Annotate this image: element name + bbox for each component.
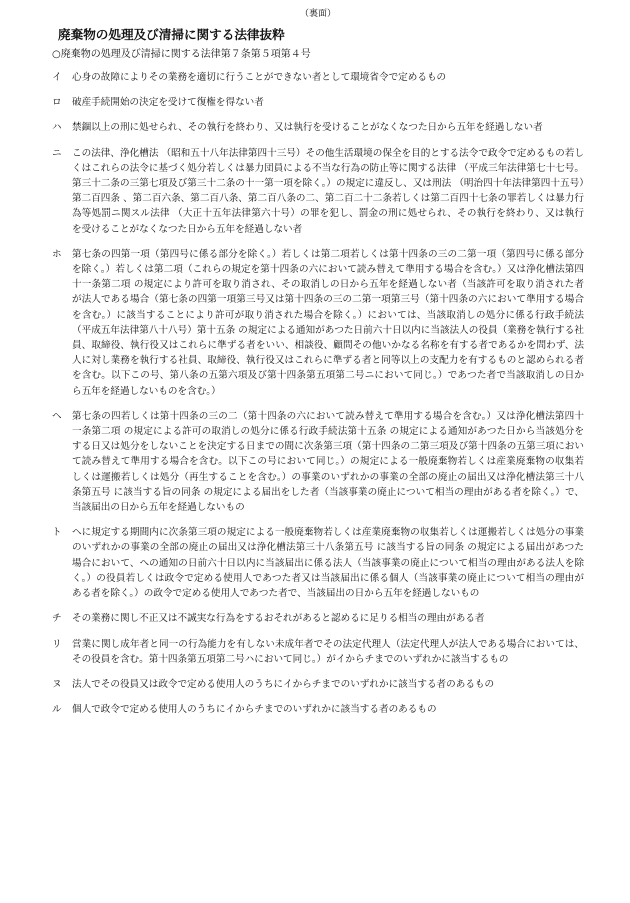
item-marker: ト xyxy=(52,527,62,539)
page-side-label: （裏面） xyxy=(299,9,336,19)
list-item-ho xyxy=(52,247,584,399)
list-item-i xyxy=(52,70,584,85)
item-marker: ハ xyxy=(52,122,62,134)
item-text: 第七条の四第一項（第四号に係る部分を除く。）若しくは第二項若しくは第十四条の三の二第一項（第四号に係る部分を除く。）若しくは第二項（これらの規定を第十四条の六において読み替えて準用する場合を含む。）又は浄化槽法第四十一条第二項 の規定により許可を取り消され、その取消しの日から五年を経過しない者（当該許可を取り消された者が法人である場合（第七条の四第一項第三号又は第十四条の三の二第一項第三号（第十四条の六において準用する場合を含む。）に該当することにより許可が取り消された場合を除く。）においては、当該取消しの処分に係る行政手続法 （平成五年法律第八十八号）第十五条 の規定による通知があつた日前六十日以内に当該法人の役員（業務を執行する社員、取締役、執行役又はこれらに準ずる者をいい、相談役、顧問その他いかなる名称を有する者であるかを問わず、法人に対し業務を執行する社員、取締役、執行役又はこれらに準ずる者と同等以上の支配力を有するものと認められる者を含む。以下この号、第八条の五第六項及び第十四条第五項第二号ニにおいて同じ。）であつた者で当該取消しの日から五年を経過しないものを含む。） xyxy=(72,248,584,397)
item-text: 個人で政令で定める使用人のうちにイからチまでのいずれかに該当する者のあるもの xyxy=(72,704,437,716)
item-text: 心身の故障によりその業務を適切に行うことができない者として環境省令で定めるもの xyxy=(72,72,447,83)
list-item-ni xyxy=(52,146,584,237)
page-title: 廃棄物の処理及び清掃に関する法律抜粋 xyxy=(58,27,285,42)
item-marker: イ xyxy=(52,72,62,83)
article-subtitle: ○廃棄物の処理及び清掃に関する法律第７条第５項第４号 xyxy=(52,49,311,60)
item-marker: ホ xyxy=(52,248,62,260)
item-text: この法律、浄化槽法 （昭和五十八年法律第四十三号）その他生活環境の保全を目的とする法令で政令で定めるもの若しくはこれらの法令に基づく処分若しくは暴力団員による不当な行為の防止等に関する法律 （平成三年法律第七十七号。第三十二条の三第七項及び第三十二条の十一第一項を除く。）の規定に違反し、又は刑法 （明治四十年法律第四十五号）第二百四条 、第二百六条、第二百八条、第二百八条の二、第二百二十二条若しくは第二百四十七条の罪若しくは暴力行為等処罰ニ関スル法律 （大正十五年法律第六十号）の罪を犯し、罰金の刑に処せられ、その執行を終わり、又は執行を受けることがなくなつた日から五年を経過しない者 xyxy=(72,147,584,235)
item-marker: リ xyxy=(52,638,62,650)
item-marker: ル xyxy=(52,704,62,716)
item-marker: ニ xyxy=(52,147,62,159)
item-marker: ヘ xyxy=(52,410,62,422)
item-text: 第七条の四若しくは第十四条の三の二（第十四条の六において読み替えて準用する場合を含む。）又は浄化槽法第四十一条第二項 の規定による許可の取消しの処分に係る行政手続法第十五条 の規定による通知があつた日から当該処分をする日又は処分をしないことを決定する日までの間に次条第三項（第十四条の二第三項及び第十四条の五第三項において読み替えて準用する場合を含む。以下この号において同じ。）の規定による一般廃棄物若しくは産業廃棄物の収集若しくは運搬若しくは処分（再生することを含む。）の事業のいずれかの事業の全部の廃止の届出又は浄化槽法第三十八条第五号 に該当する旨の同条 の規定による届出をした者（当該事業の廃止について相当の理由がある者を除く。）で、当該届出の日から五年を経過しないもの xyxy=(72,410,584,514)
list-item-to xyxy=(52,525,584,601)
item-text: 禁錮以上の刑に処せられ、その執行を終わり、又は執行を受けることがなくなつた日から五年を経過しない者 xyxy=(72,122,543,134)
item-marker: ヌ xyxy=(52,678,62,690)
item-text: 営業に関し成年者と同一の行為能力を有しない未成年者でその法定代理人（法定代理人が法人である場合においては、その役員を含む。第十四条第五項第二号ハにおいて同じ。）がイからチまでのいずれかに該当するもの xyxy=(72,638,584,665)
item-marker: チ xyxy=(52,613,62,625)
list-item-ro xyxy=(52,95,584,110)
item-text: 法人でその役員又は政令で定める使用人のうちにイからチまでのいずれかに該当する者のあるもの xyxy=(72,678,495,690)
item-text: その業務に関し不正又は不誠実な行為をするおそれがあると認めるに足りる相当の理由がある者 xyxy=(72,613,485,625)
list-item-chi xyxy=(52,611,584,626)
list-item-ri xyxy=(52,637,584,667)
list-item-ru xyxy=(52,702,584,717)
item-text: 破産手続開始の決定を受けて復権を得ない者 xyxy=(72,97,264,109)
item-marker: ロ xyxy=(52,97,62,109)
item-text: ヘに規定する期間内に次条第三項の規定による一般廃棄物若しくは産業廃棄物の収集若しくは運搬若しくは処分の事業のいずれかの事業の全部の廃止の届出又は浄化槽法第三十八条第五号 に該当する旨の同条 の規定による届出があつた場合において、への通知の日前六十日以内に当該届出に係る法人（当該事業の廃止について相当の理由がある法人を除く。）の役員若しくは政令で定める使用人であつた者又は当該届出に係る個人（当該事業の廃止について相当の理由がある者を除く。）の政令で定める使用人であつた者で、当該届出の日から五年を経過しないもの xyxy=(72,527,584,600)
list-item-he xyxy=(52,409,584,515)
list-item-nu xyxy=(52,677,584,692)
list-item-ha xyxy=(52,120,584,135)
